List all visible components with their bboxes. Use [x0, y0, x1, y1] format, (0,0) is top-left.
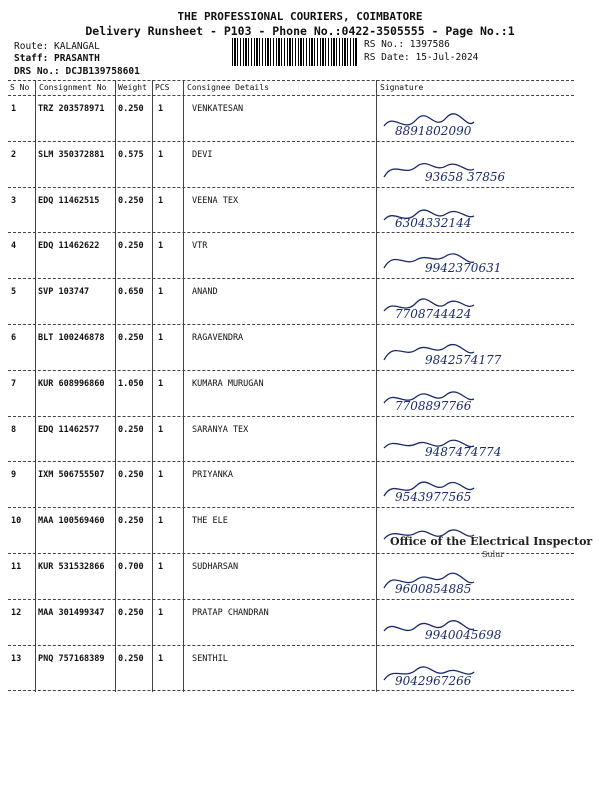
cell-consignment: SLM 350372881 — [38, 149, 105, 160]
cell-pcs: 1 — [158, 516, 164, 527]
handwritten-phone-note: 9600854885 — [395, 582, 472, 596]
cell-consignee: SENTHIL — [192, 653, 228, 664]
cell-weight: 1.050 — [118, 378, 144, 389]
table-top-rule — [8, 80, 574, 81]
col-header-signature: Signature — [380, 83, 424, 92]
handwritten-phone-note: 9942370631 — [425, 261, 502, 276]
cell-consignment: TRZ 203578971 — [38, 104, 105, 114]
handwritten-phone-note: 9543977565 — [395, 490, 472, 505]
cell-weight: 0.700 — [118, 562, 144, 572]
runsheet-title: Delivery Runsheet - P103 - Phone No.:0422-3505555 - Page No.:1 — [85, 24, 515, 38]
cell-weight: 0.250 — [118, 470, 144, 481]
cell-consignee: ANAND — [192, 287, 218, 298]
cell-consignment: SVP 103747 — [38, 287, 90, 298]
drs-number: DRS No.: DCJB139758601 — [14, 66, 140, 77]
handwritten-phone-note: 93658 37856 — [425, 169, 506, 184]
handwritten-phone-note: 9042967266 — [395, 673, 472, 688]
col-header-consignment: Consignment No — [39, 83, 107, 92]
cell-sno: 7 — [11, 378, 17, 389]
cell-consignment: IXM 506755507 — [38, 470, 105, 481]
cell-pcs: 1 — [158, 378, 164, 389]
cell-pcs: 1 — [158, 241, 164, 252]
cell-consignee: KUMARA MURUGAN — [192, 378, 264, 389]
cell-consignment: BLT 100246878 — [38, 333, 105, 343]
cell-weight: 0.250 — [118, 104, 144, 114]
cell-weight: 0.575 — [118, 149, 144, 160]
office-stamp: Office of the Electrical Inspector — [390, 535, 593, 548]
column-divider — [376, 80, 377, 692]
rs-date: RS Date: 15-Jul-2024 — [364, 52, 479, 63]
cell-consignment: EDQ 11462577 — [38, 424, 100, 435]
handwritten-phone-note: 9487474774 — [425, 444, 502, 459]
cell-weight: 0.650 — [118, 287, 144, 298]
row-separator — [8, 416, 574, 417]
handwritten-phone-note: 8891802090 — [395, 124, 472, 138]
row-separator — [8, 690, 574, 691]
cell-consignee: VENKATESAN — [192, 104, 244, 114]
cell-consignee: PRATAP CHANDRAN — [192, 607, 269, 618]
barcode — [232, 38, 358, 66]
cell-pcs: 1 — [158, 607, 164, 618]
cell-sno: 2 — [11, 149, 17, 160]
cell-consignment: KUR 531532866 — [38, 562, 105, 572]
handwritten-phone-note: 9940045698 — [425, 627, 502, 642]
cell-sno: 9 — [11, 470, 17, 481]
cell-pcs: 1 — [158, 333, 164, 343]
handwritten-phone-note: 6304332144 — [395, 215, 472, 230]
cell-consignee: PRIYANKA — [192, 470, 233, 481]
cell-sno: 13 — [11, 653, 22, 664]
header-rule — [8, 95, 574, 96]
handwritten-phone-note: 7708897766 — [395, 398, 472, 413]
col-header-consignee: Consignee Details — [187, 83, 269, 92]
column-divider — [152, 80, 153, 692]
cell-sno: 8 — [11, 424, 17, 435]
cell-weight: 0.250 — [118, 607, 144, 618]
cell-sno: 11 — [11, 562, 22, 572]
cell-consignment: MAA 100569460 — [38, 516, 105, 527]
cell-weight: 0.250 — [118, 241, 144, 252]
cell-sno: 3 — [11, 195, 17, 206]
cell-weight: 0.250 — [118, 424, 144, 435]
handwritten-phone-note: 7708744424 — [395, 307, 472, 322]
row-separator — [8, 232, 574, 233]
cell-pcs: 1 — [158, 424, 164, 435]
col-header-sno: S No — [10, 83, 30, 92]
cell-sno: 4 — [11, 241, 17, 252]
cell-weight: 0.250 — [118, 653, 144, 664]
cell-consignment: KUR 608996860 — [38, 378, 105, 389]
cell-pcs: 1 — [158, 195, 164, 206]
col-header-weight: Weight — [118, 83, 147, 92]
cell-pcs: 1 — [158, 287, 164, 298]
row-separator — [8, 370, 574, 371]
cell-pcs: 1 — [158, 470, 164, 481]
row-separator — [8, 599, 574, 600]
row-separator — [8, 278, 574, 279]
handwritten-phone-note: 9842574177 — [425, 353, 502, 367]
company-title: THE PROFESSIONAL COURIERS, COIMBATORE — [177, 10, 423, 23]
cell-sno: 6 — [11, 333, 17, 343]
cell-weight: 0.250 — [118, 195, 144, 206]
column-divider — [35, 80, 36, 692]
cell-pcs: 1 — [158, 562, 164, 572]
cell-consignment: MAA 301499347 — [38, 607, 105, 618]
column-divider — [115, 80, 116, 692]
cell-pcs: 1 — [158, 653, 164, 664]
cell-weight: 0.250 — [118, 516, 144, 527]
row-separator — [8, 645, 574, 646]
cell-consignment: EDQ 11462515 — [38, 195, 100, 206]
cell-consignee: VTR — [192, 241, 208, 252]
cell-consignee: SUDHARSAN — [192, 562, 239, 572]
col-header-pcs: PCS — [155, 83, 170, 92]
rs-number: RS No.: 1397586 — [364, 39, 450, 50]
cell-consignee: RAGAVENDRA — [192, 333, 244, 343]
cell-consignee: SARANYA TEX — [192, 424, 249, 435]
row-separator — [8, 141, 574, 142]
cell-consignee: THE ELE — [192, 516, 228, 527]
staff-label: Staff: PRASANTH — [14, 53, 100, 64]
cell-sno: 12 — [11, 607, 22, 618]
cell-consignee: VEENA TEX — [192, 195, 239, 206]
cell-pcs: 1 — [158, 104, 164, 114]
cell-sno: 10 — [11, 516, 22, 527]
office-stamp-place: Sulur — [482, 550, 505, 559]
column-divider — [183, 80, 184, 692]
row-separator — [8, 461, 574, 462]
cell-weight: 0.250 — [118, 333, 144, 343]
cell-consignment: EDQ 11462622 — [38, 241, 100, 252]
cell-consignment: PNQ 757168389 — [38, 653, 105, 664]
row-separator — [8, 507, 574, 508]
route-label: Route: KALANGAL — [14, 41, 100, 52]
cell-sno: 1 — [11, 104, 17, 114]
cell-consignee: DEVI — [192, 149, 213, 160]
row-separator — [8, 324, 574, 325]
cell-pcs: 1 — [158, 149, 164, 160]
cell-sno: 5 — [11, 287, 17, 298]
row-separator — [8, 187, 574, 188]
